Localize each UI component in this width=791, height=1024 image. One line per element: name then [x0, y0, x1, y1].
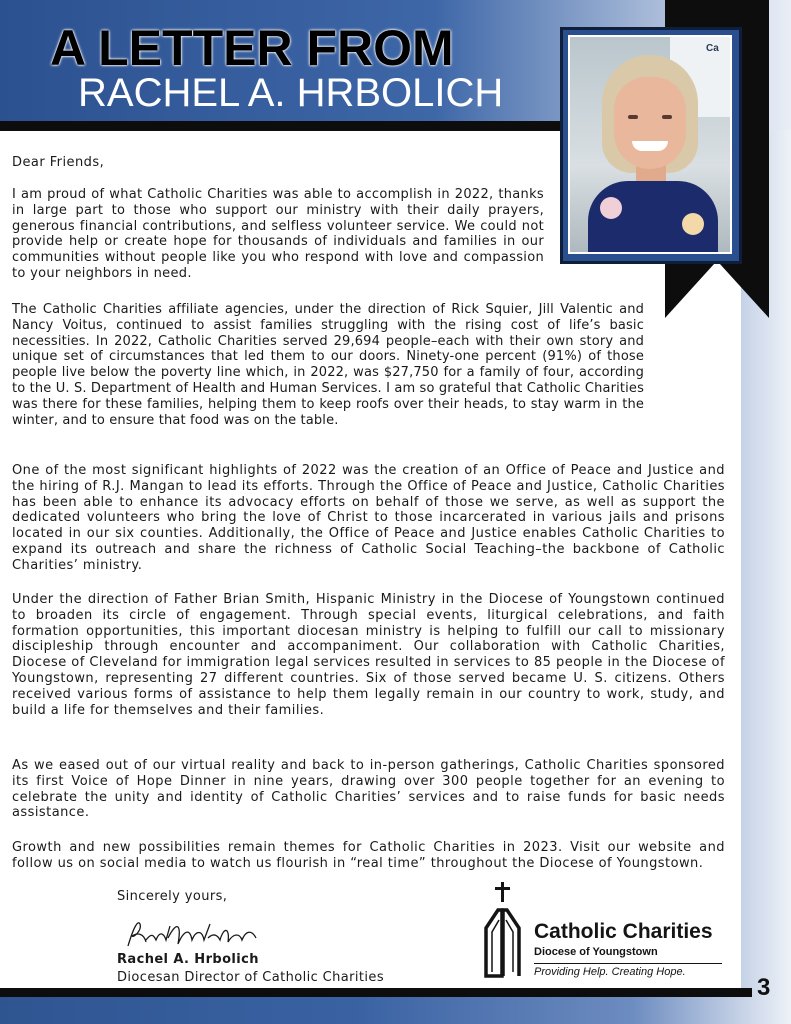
- logo-tagline: Providing Help. Creating Hope.: [534, 966, 686, 978]
- photo-smile: [632, 141, 668, 151]
- logo-divider: [534, 963, 722, 964]
- logo-subtitle: Diocese of Youngstown: [534, 946, 658, 958]
- handwritten-signature: [124, 916, 264, 952]
- signer-name: Rachel A. Hrbolich: [117, 952, 259, 967]
- page-subtitle: RACHEL A. HRBOLICH: [78, 71, 504, 115]
- page-number: 3: [757, 974, 771, 1001]
- bottom-divider: [0, 988, 752, 997]
- page-title: A LETTER FROM: [50, 20, 454, 76]
- salutation: Dear Friends,: [12, 155, 105, 170]
- paragraph-1: I am proud of what Catholic Charities was able to accomplish in 2022, thanks in large part to those who support our ministry with their daily prayers, generous financial contributions, and selfless volunteer service. We could not provide help or create hope for thousands of individuals and families in our communities without people like you who respond with love and compassion to your neighbors in need.: [12, 187, 544, 281]
- paragraph-5: As we eased out of our virtual reality and back to in-person gatherings, Catholic Charities sponsored its first Voice of Hope Dinner in nine years, drawing over 300 people together for an evening to celebrate the unity and identity of Catholic Charities’ services and to raise funds for basic needs assistance.: [12, 758, 725, 821]
- signer-title: Diocesan Director of Catholic Charities: [117, 970, 385, 985]
- photo-dress-flower: [600, 197, 622, 219]
- paragraph-2: The Catholic Charities affiliate agencies, under the direction of Rick Squier, Jill Valentic and Nancy Voitus, continued to assist families struggling with the rising cost of life’s basic necessities. In 2022, Catholic Charities served 29,694 people–each with their own story and unique set of circumstances that led them to our doors. Ninety-one percent (91%) of those people live below the poverty line which, in 2022, was $27,750 for a family of four, according to the U. S. Department of Health and Human Services. I am so grateful that Catholic Charities was there for these families, helping them to keep roofs over their heads, to stay warm in the winter, and to ensure that food was on the table.: [12, 302, 644, 428]
- author-photo: [568, 35, 732, 254]
- photo-eye-left: [628, 115, 638, 119]
- logo-name: Catholic Charities: [534, 920, 713, 943]
- closing-line: Sincerely yours,: [117, 889, 228, 904]
- photo-dress-flower: [682, 213, 704, 235]
- photo-eye-right: [662, 115, 672, 119]
- paragraph-6: Growth and new possibilities remain themes for Catholic Charities in 2023. Visit our website and follow us on social media to watch us flourish in “real time” throughout the Diocese of Youngstown.: [12, 840, 725, 871]
- paragraph-4: Under the direction of Father Brian Smith, Hispanic Ministry in the Diocese of Youngstown continued to broaden its circle of engagement. Through special events, liturgical celebrations, and faith formation opportunities, this important diocesan ministry is helping to fulfill our call to missionary discipleship through encounter and accompaniment. Our collaboration with Catholic Charities, Diocese of Cleveland for immigration legal services resulted in services to 85 people in the Diocese of Youngstown, representing 27 different countries. Six of those served became U. S. citizens. Others received various forms of assistance to help them legally remain in our country to work, study, and build a life for themselves and their families.: [12, 592, 725, 718]
- paragraph-3: One of the most significant highlights of 2022 was the creation of an Office of Peace and Justice and the hiring of R.J. Mangan to lead its efforts. Through the Office of Peace and Justice, Catholic Charities has been able to enhance its advocacy efforts on behalf of those we serve, as well as support the dedicated volunteers who bring the love of Christ to those incarcerated in various jails and prisons located in our six counties. Additionally, the Office of Peace and Justice enables Catholic Charities to expand its outreach and share the richness of Catholic Social Teaching–the backbone of Catholic Charities’ ministry.: [12, 463, 725, 573]
- photo-sign-text: Ca: [706, 43, 719, 54]
